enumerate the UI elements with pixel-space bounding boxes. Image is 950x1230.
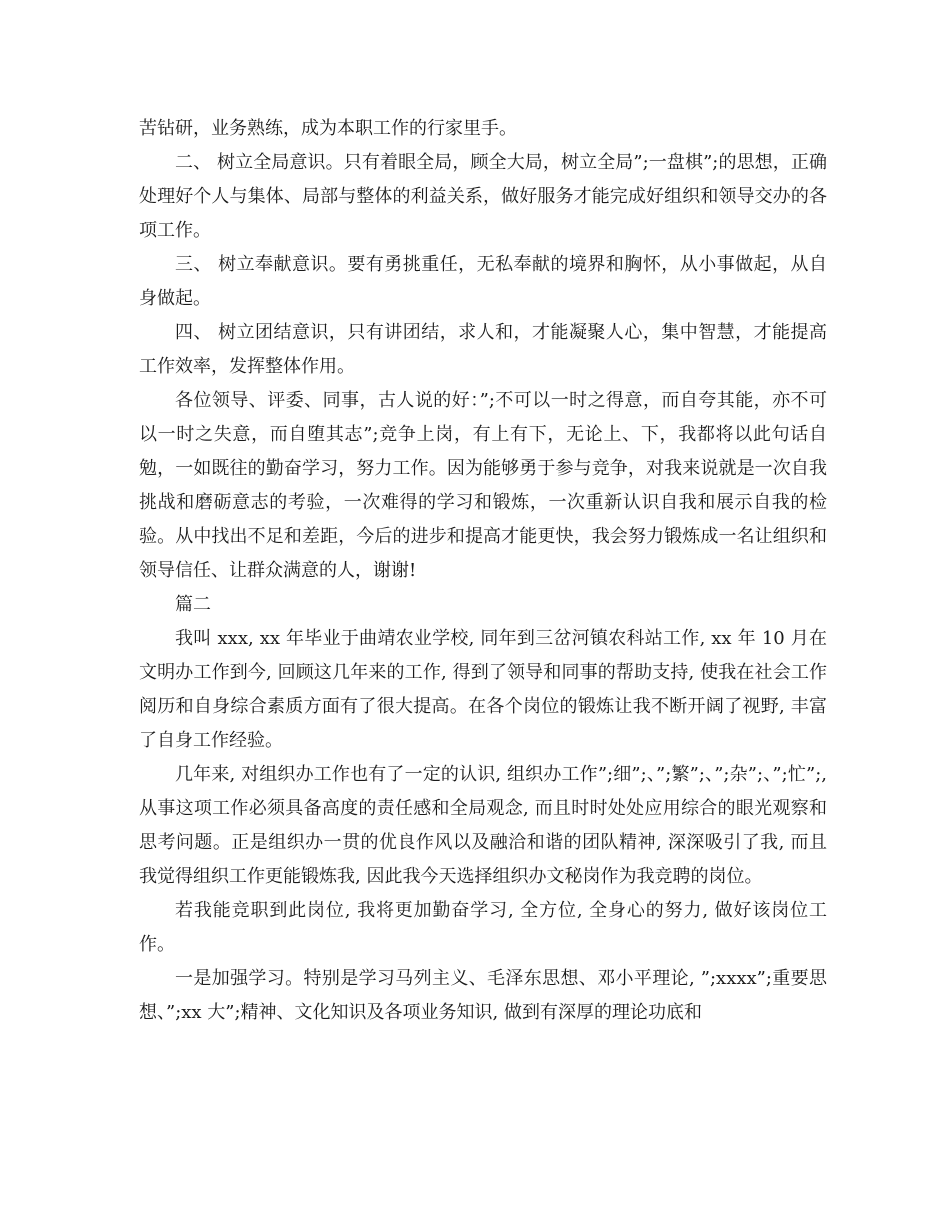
paragraph-commitment: 若我能竞职到此岗位, 我将更加勤奋学习, 全方位, 全身心的努力, 做好该岗位工作。 <box>139 900 827 955</box>
paragraph-continuation: 苦钻研，业务熟练，成为本职工作的行家里手。 <box>139 118 517 139</box>
paragraph-study-plan: 一是加强学习。特别是学习马列主义、毛泽东思想、邓小平理论, ”;xxxx”;重要思想、”;xx 大”;精神、文化知识及各项业务知识, 做到有深厚的理论功底和 <box>139 968 827 1023</box>
paragraph-closing-remarks: 各位领导、评委、同事，古人说的好：”;不可以一时之得意，而自夸其能，亦不可以一时之失意，而自堕其志”;竞争上岗，有上有下，无论上、下，我都将以此句话自勉，一如既往的勤奋学习，努力工作。因为能够勇于参与竞争，对我来说就是一次自我挑战和磨砺意志的考验，一次难得的学习和锻炼，一次重新认识自我和展示自我的检验。从中找出不足和差距，今后的进步和提高才能更快，我会努力锻炼成一名让组织和领导信任、让群众满意的人，谢谢! <box>139 390 827 581</box>
paragraph-understanding: 几年来, 对组织办工作也有了一定的认识, 组织办工作”;细”;、”;繁”;、”;杂”;、”;忙”;, 从事这项工作必须具备高度的责任感和全局观念, 而且时时处处应用综合的眼光观察和思考问题。正是组织办一贯的优良作风以及融洽和谐的团队精神, 深深吸引了我, 而且我觉得组织工作更能锻炼我, 因此我今天选择组织办文秘岗作为我竞聘的岗位。 <box>139 764 827 887</box>
paragraph-introduction: 我叫 xxx, xx 年毕业于曲靖农业学校, 同年到三岔河镇农科站工作, xx 年 10 月在文明办工作到今, 回顾这几年来的工作, 得到了领导和同事的帮助支持, 使我在社会工作阅历和自身综合素质方面有了很大提高。在各个岗位的锻炼让我不断开阔了视野, 丰富了自身工作经验。 <box>139 628 827 751</box>
document-body <box>139 112 827 1030</box>
paragraph-point-three: 三、 树立奉献意识。要有勇挑重任，无私奉献的境界和胸怀，从小事做起，从自身做起。 <box>139 254 827 309</box>
paragraph-point-two: 二、 树立全局意识。只有着眼全局，顾全大局，树立全局”;一盘棋”;的思想，正确处理好个人与集体、局部与整体的利益关系，做好服务才能完成好组织和领导交办的各项工作。 <box>139 152 827 241</box>
section-heading: 篇二 <box>175 594 211 615</box>
paragraph-point-four: 四、 树立团结意识，只有讲团结，求人和，才能凝聚人心，集中智慧，才能提高工作效率，发挥整体作用。 <box>139 322 827 377</box>
